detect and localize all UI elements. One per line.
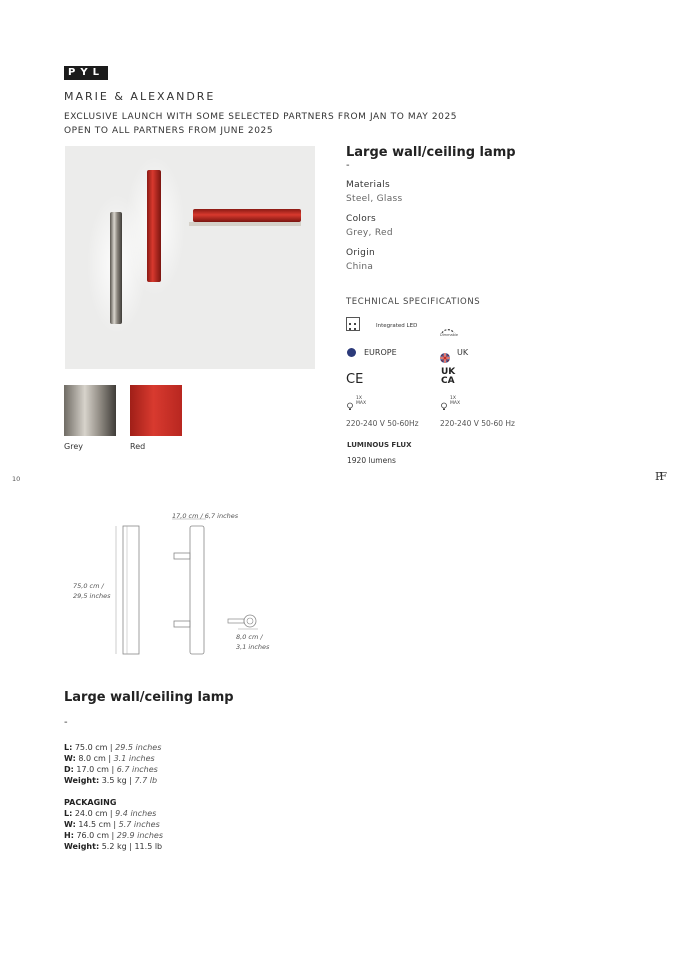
origin-value: China xyxy=(346,262,374,272)
packaging-dimensions xyxy=(64,797,163,852)
pkg-row-width: W: 14.5 cm | 5.7 inches xyxy=(64,820,160,829)
colors-value: Grey, Red xyxy=(346,228,393,238)
swatch-red[interactable] xyxy=(130,385,182,436)
page-number: 10 xyxy=(12,475,21,483)
specs-title: Large wall/ceiling lamp xyxy=(64,690,234,705)
dim-row-width: W: 8.0 cm | 3.1 inches xyxy=(64,754,155,763)
region-europe: EUROPE xyxy=(364,348,397,357)
product-title: Large wall/ceiling lamp xyxy=(346,145,516,160)
voltage-uk: 220-240 V 50-60 Hz xyxy=(440,419,515,428)
dimmable-label: Dimmable xyxy=(440,333,458,337)
uk-flag-icon xyxy=(440,348,450,367)
specs-dash: - xyxy=(64,717,68,728)
bulb-eu-count: 1X xyxy=(356,396,362,401)
luminous-flux-value: 1920 lumens xyxy=(347,456,396,465)
region-uk: UK xyxy=(457,348,469,357)
bulb-eu-max: MAX xyxy=(356,401,367,406)
depth-label-2: 3,1 inches xyxy=(236,643,270,651)
pkg-row-height: H: 76.0 cm | 29.9 inches xyxy=(64,831,163,840)
launch-line-2: OPEN TO ALL PARTNERS FROM JUNE 2025 xyxy=(64,126,274,136)
bulb-eu-text xyxy=(356,396,366,406)
side-view-mount-top xyxy=(174,553,190,559)
ukca-line-1: UK xyxy=(441,367,456,377)
tech-specs-title: TECHNICAL SPECIFICATIONS xyxy=(346,297,481,307)
ce-mark-icon: CE xyxy=(346,372,364,387)
pkg-row-weight: Weight: 5.2 kg | 11.5 lb xyxy=(64,842,163,851)
top-view-outer xyxy=(244,615,256,627)
product-photo xyxy=(65,146,315,369)
dim-row-length: L: 75.0 cm | 29.5 inches xyxy=(64,743,162,752)
pkg-row-length: L: 24.0 cm | 9.4 inches xyxy=(64,809,157,818)
swatch-grey-label: Grey xyxy=(64,442,83,451)
led-chip-icon xyxy=(346,317,360,331)
height-label-2: 29,5 inches xyxy=(73,592,111,600)
bulb-uk-count: 1X xyxy=(450,396,456,401)
dim-row-weight: Weight: 3.5 kg | 7.7 lb xyxy=(64,776,158,785)
dim-row-depth: D: 17.0 cm | 6.7 inches xyxy=(64,765,158,774)
ukca-mark-icon xyxy=(441,368,455,386)
swatch-grey[interactable] xyxy=(64,385,116,436)
eu-flag-icon xyxy=(347,348,356,357)
side-view-mount-bottom xyxy=(174,621,190,627)
swatch-red-label: Red xyxy=(130,442,146,451)
side-view-body xyxy=(190,526,204,654)
colors-label: Colors xyxy=(346,214,376,224)
brand-logo: PYL xyxy=(64,66,108,80)
product-dimensions xyxy=(64,742,161,786)
product-photo-illustration xyxy=(65,146,315,369)
top-view-inner xyxy=(247,618,253,624)
bulb-uk-icon xyxy=(440,396,448,415)
voltage-eu: 220-240 V 50-60Hz xyxy=(346,419,419,428)
top-view-arm xyxy=(228,619,244,623)
launch-line-1: EXCLUSIVE LAUNCH WITH SOME SELECTED PARTNERS FROM JAN TO MAY 2025 xyxy=(64,112,458,122)
bulb-uk-max: MAX xyxy=(450,401,461,406)
depth-label-1: 8,0 cm / xyxy=(236,633,263,641)
origin-label: Origin xyxy=(346,248,376,258)
luminous-flux-label: LUMINOUS FLUX xyxy=(347,441,412,449)
bulb-eu-icon xyxy=(346,396,354,415)
width-label: 17,0 cm / 6,7 inches xyxy=(172,512,239,520)
ukca-line-2: CA xyxy=(441,376,455,386)
title-dash: - xyxy=(346,160,350,171)
height-label-1: 75,0 cm / xyxy=(73,582,104,590)
integrated-led-label: Integrated LED xyxy=(376,323,418,329)
materials-value: Steel, Glass xyxy=(346,194,403,204)
bulb-uk-text xyxy=(450,396,460,406)
designer-name: MARIE & ALEXANDRE xyxy=(64,90,216,103)
front-view-body xyxy=(123,526,139,654)
materials-label: Materials xyxy=(346,180,390,190)
packaging-title: PACKAGING xyxy=(64,798,117,807)
brand-monogram: PF xyxy=(655,470,665,483)
